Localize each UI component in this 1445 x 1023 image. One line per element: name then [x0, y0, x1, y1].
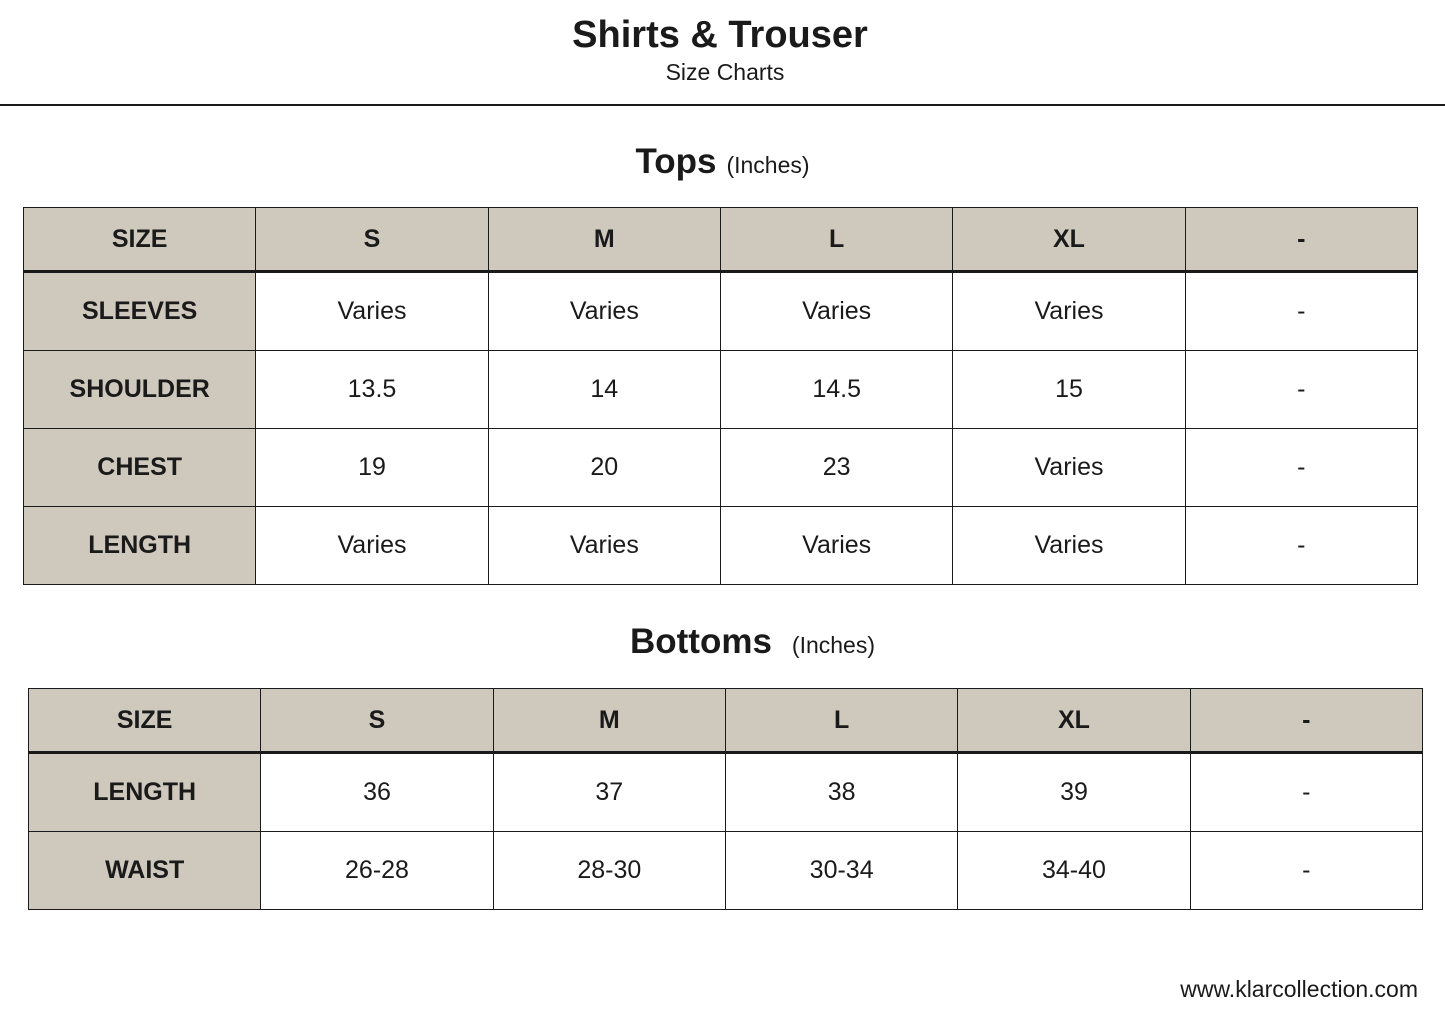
table-cell: 19 [256, 429, 488, 507]
row-label-length: LENGTH [24, 507, 256, 585]
tops-size-table [23, 207, 1418, 585]
table-cell: - [1185, 351, 1417, 429]
table-cell: Varies [720, 272, 952, 351]
bottoms-header-row [29, 689, 1423, 753]
page-title: Shirts & Trouser [572, 14, 868, 56]
table-cell: Varies [488, 272, 720, 351]
table-cell: 20 [488, 429, 720, 507]
table-cell: 14 [488, 351, 720, 429]
tops-title: Tops [635, 142, 717, 181]
table-cell: 30-34 [725, 832, 957, 910]
table-cell: 39 [958, 753, 1190, 832]
tops-col-extra: - [1185, 208, 1417, 272]
row-label-sleeves: SLEEVES [24, 272, 256, 351]
table-cell: Varies [953, 429, 1185, 507]
table-cell: 28-30 [493, 832, 725, 910]
bottoms-col-size: SIZE [29, 689, 261, 753]
table-cell: - [1190, 832, 1422, 910]
row-label-chest: CHEST [24, 429, 256, 507]
bottoms-col-l: L [725, 689, 957, 753]
tops-heading [0, 142, 1445, 182]
page-subtitle: Size Charts [665, 59, 785, 85]
table-cell: 26-28 [261, 832, 493, 910]
bottoms-col-extra: - [1190, 689, 1422, 753]
table-cell: - [1185, 429, 1417, 507]
bottoms-title: Bottoms [629, 622, 772, 661]
tops-unit: (Inches) [726, 152, 810, 178]
bottoms-unit: (Inches) [791, 632, 876, 658]
table-cell: - [1185, 507, 1417, 585]
table-cell: 14.5 [720, 351, 952, 429]
table-cell: Varies [488, 507, 720, 585]
row-label-shoulder: SHOULDER [24, 351, 256, 429]
table-cell: 13.5 [256, 351, 488, 429]
table-row [29, 832, 1423, 910]
table-row [24, 507, 1418, 585]
bottoms-col-m: M [493, 689, 725, 753]
table-row [29, 753, 1423, 832]
table-cell: 38 [725, 753, 957, 832]
bottoms-col-s: S [261, 689, 493, 753]
table-cell: Varies [256, 507, 488, 585]
tops-col-xl: XL [953, 208, 1185, 272]
row-label-waist: WAIST [29, 832, 261, 910]
row-label-length: LENGTH [29, 753, 261, 832]
bottoms-size-table [28, 688, 1423, 910]
table-cell: Varies [720, 507, 952, 585]
table-row [24, 429, 1418, 507]
table-cell: - [1185, 272, 1417, 351]
tops-header-row [24, 208, 1418, 272]
table-cell: 37 [493, 753, 725, 832]
table-cell: Varies [953, 272, 1185, 351]
tops-col-m: M [488, 208, 720, 272]
table-cell: Varies [953, 507, 1185, 585]
table-cell: 36 [261, 753, 493, 832]
tops-col-l: L [720, 208, 952, 272]
table-cell: 15 [953, 351, 1185, 429]
table-cell: Varies [256, 272, 488, 351]
header-divider [0, 104, 1445, 106]
table-cell: 23 [720, 429, 952, 507]
table-cell: - [1190, 753, 1422, 832]
website-url: www.klarcollection.com [1180, 976, 1418, 1002]
table-row [24, 351, 1418, 429]
tops-col-size: SIZE [24, 208, 256, 272]
table-cell: 34-40 [958, 832, 1190, 910]
bottoms-col-xl: XL [958, 689, 1190, 753]
bottoms-heading [0, 622, 1445, 662]
table-row [24, 272, 1418, 351]
tops-col-s: S [256, 208, 488, 272]
